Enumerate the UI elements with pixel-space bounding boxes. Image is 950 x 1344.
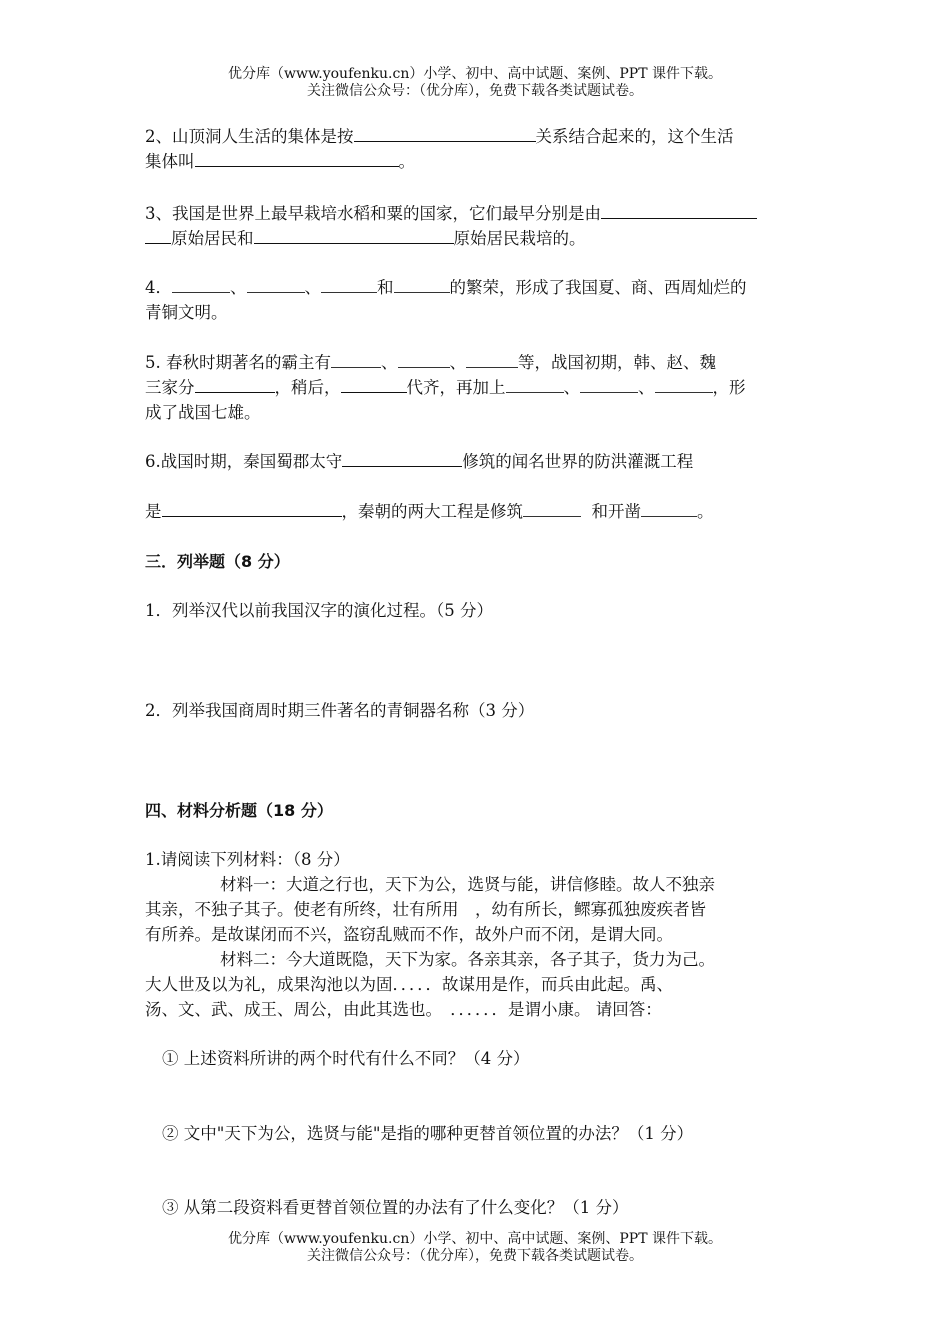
sub-question-2: ② 文中"天下为公，选贤与能"是指的哪种更替首领位置的办法？（1 分） — [162, 1124, 694, 1143]
q2-line-2 — [145, 151, 415, 173]
q6-text-e: 和开凿 — [591, 502, 641, 521]
q5-line-2 — [145, 377, 746, 399]
s3-question-2: 2．列举我国商周时期三件著名的青铜器名称（3 分） — [145, 701, 535, 720]
q5-text-e: 代齐，再加上 — [406, 378, 506, 397]
q4-text-c: 青铜文明。 — [145, 303, 228, 322]
q4-text-b: 的繁荣，形成了我国夏、商、西周灿烂的 — [449, 278, 747, 297]
material-1-line-1: 材料一：大道之行也，天下为公，选贤与能，讲信修睦。故人不独亲 — [220, 875, 715, 894]
q6-blank-1[interactable] — [342, 451, 462, 467]
page-header — [0, 66, 950, 100]
q2-blank-2[interactable] — [195, 151, 399, 167]
q4-blank-4[interactable] — [394, 277, 450, 293]
q6-text-c: 是 — [145, 502, 162, 521]
material-1-line-3: 有所养。是故谋闭而不兴，盗窃乱贼而不作，故外户而不闭，是谓大同。 — [145, 925, 673, 944]
q6-blank-3[interactable] — [523, 501, 581, 517]
q3-line-1 — [145, 203, 757, 225]
q5-sep-1: 、 — [381, 353, 398, 372]
q5-blank-3[interactable] — [466, 352, 518, 368]
q6-text-f: 。 — [697, 502, 714, 521]
q3-blank-2[interactable] — [254, 228, 454, 244]
q4-he: 和 — [377, 278, 394, 297]
q5-text-c: 三家分 — [145, 378, 195, 397]
q5-sep-3: 、 — [563, 378, 580, 397]
q5-blank-6[interactable] — [506, 377, 564, 393]
q2-blank-1[interactable] — [354, 126, 536, 142]
material-1-line-2: 其亲，不独子其子。使老有所终，壮有所用 ，幼有所长，鳏寡孤独废疾者皆 — [145, 900, 706, 919]
q5-text-d: ，稍后， — [274, 378, 341, 397]
q3-text-c: 原始居民栽培的。 — [453, 229, 586, 248]
q2-text-b: 关系结合起来的，这个生活 — [535, 127, 734, 146]
q5-text-b: 等，战国初期，韩、赵、魏 — [518, 353, 716, 372]
q5-line-3 — [145, 402, 261, 424]
q4-blank-1[interactable] — [172, 277, 230, 293]
q3-text-b: 原始居民和 — [171, 229, 254, 248]
footer-line-2: 关注微信公众号：（优分库），免费下载各类试题试卷。 — [307, 1248, 643, 1264]
page-footer — [0, 1231, 950, 1265]
q5-text-g: 成了战国七雄。 — [145, 403, 261, 422]
q3-line-2 — [145, 228, 586, 250]
q3-blank-1[interactable] — [601, 203, 757, 219]
s3-question-1: 1．列举汉代以前我国汉字的演化过程。（5 分） — [145, 601, 493, 620]
q5-blank-5[interactable] — [341, 377, 407, 393]
material-2-line-1: 材料二：今大道既隐，天下为家。各亲其亲，各子其子，货力为己。 — [220, 950, 715, 969]
section-4-title: 四、材料分析题（18 分） — [145, 801, 333, 820]
q4-sep-1: 、 — [230, 278, 247, 297]
sub-question-1: ① 上述资料所讲的两个时代有什么不同？（4 分） — [162, 1049, 530, 1068]
q5-blank-4[interactable] — [195, 377, 275, 393]
q6-line-2 — [145, 501, 714, 523]
q6-blank-2[interactable] — [162, 501, 342, 517]
header-line-2: 关注微信公众号：（优分库），免费下载各类试题试卷。 — [307, 83, 643, 99]
s4-question-1: 1.请阅读下列材料：（8 分） — [145, 850, 350, 869]
q4-blank-3[interactable] — [321, 277, 377, 293]
material-2-line-3: 汤、文、武、成王、周公，由此其选也。 ．．．．．．是谓小康。 请回答： — [145, 1000, 662, 1019]
q6-line-1 — [145, 451, 693, 473]
q2-text-a: 2、山顶洞人生活的集体是按 — [145, 127, 354, 146]
q5-text-f: ，形 — [712, 378, 746, 397]
footer-line-1: 优分库（www.youfenku.cn）小学、初中、高中试题、案例、PPT 课件下载。 — [227, 1231, 722, 1247]
q4-text-a: 4． — [145, 278, 172, 297]
q5-sep-4: 、 — [638, 378, 655, 397]
q5-sep-2: 、 — [449, 353, 466, 372]
q5-blank-2[interactable] — [398, 352, 450, 368]
q2-text-c: 集体叫 — [145, 152, 195, 171]
q2-line-1 — [145, 126, 734, 148]
sub-question-3: ③ 从第二段资料看更替首领位置的办法有了什么变化？（1 分） — [162, 1198, 629, 1217]
q2-text-d: 。 — [398, 152, 415, 171]
q5-text-a: 5. 春秋时期著名的霸主有 — [145, 353, 331, 372]
q6-blank-4[interactable] — [641, 501, 697, 517]
q4-blank-2[interactable] — [247, 277, 305, 293]
q4-sep-2: 、 — [304, 278, 321, 297]
material-2-line-2: 大人世及以为礼，成果沟池以为固．．．．．故谋用是作，而兵由此起。禹、 — [145, 975, 673, 994]
q4-line-2 — [145, 302, 228, 324]
q6-text-b: 修筑的闻名世界的防洪灌溉工程 — [462, 452, 694, 471]
q5-blank-8[interactable] — [655, 377, 713, 393]
q5-line-1 — [145, 352, 716, 374]
q5-blank-7[interactable] — [580, 377, 638, 393]
q3-text-a: 3、我国是世界上最早栽培水稻和粟的国家，它们最早分别是由 — [145, 204, 601, 223]
q4-line-1 — [145, 277, 747, 299]
q6-text-a: 6.战国时期，秦国蜀郡太守 — [145, 452, 343, 471]
q6-text-d: ，秦朝的两大工程是修筑 — [341, 502, 523, 521]
q5-blank-1[interactable] — [331, 352, 381, 368]
header-line-1: 优分库（www.youfenku.cn）小学、初中、高中试题、案例、PPT 课件下载。 — [227, 66, 722, 82]
q3-blank-1-cont[interactable] — [145, 228, 171, 244]
section-3-title: 三．列举题（8 分） — [145, 552, 290, 571]
